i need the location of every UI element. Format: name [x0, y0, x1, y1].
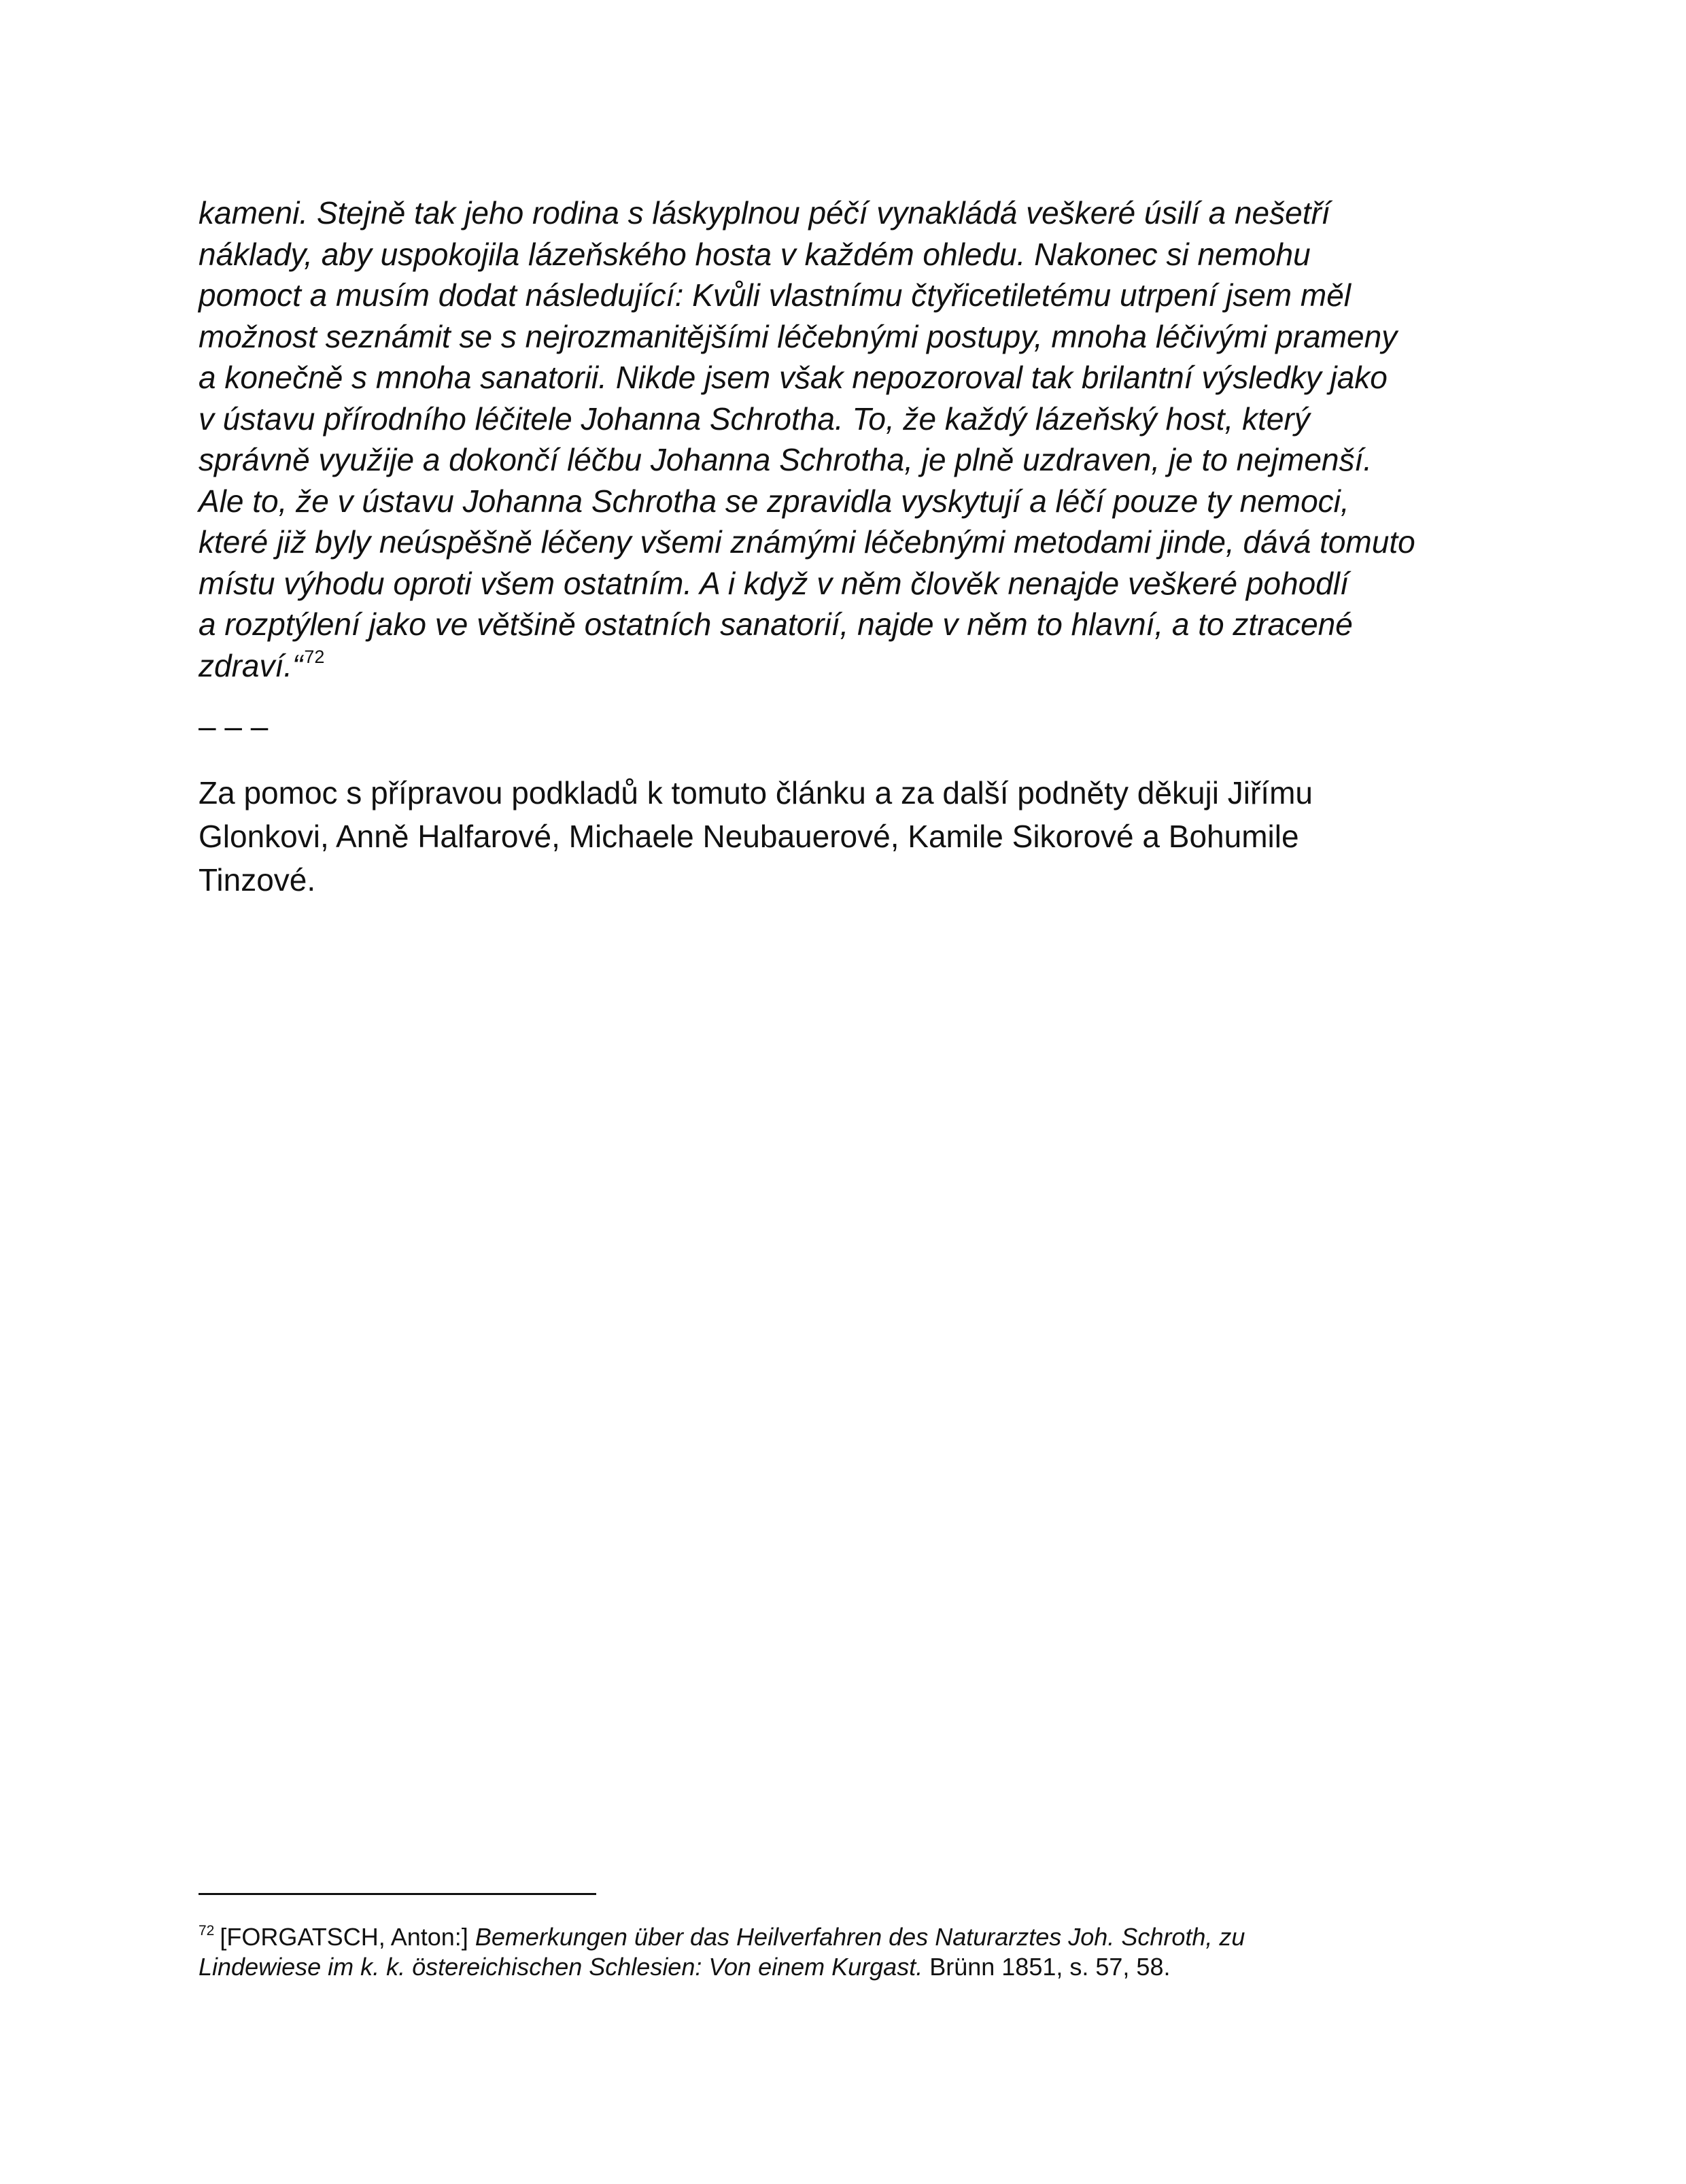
footnote-line: [199, 1922, 1531, 1952]
footnote-author: [FORGATSCH, Anton:]: [220, 1923, 468, 1951]
quote-line: pomoct a musím dodat následující: Kvůli vlastnímu čtyřicetiletému utrpení jsem měl: [199, 277, 1352, 313]
footnote-publication: Brünn 1851, s. 57, 58.: [929, 1953, 1171, 1981]
footnote-72: [199, 1922, 1531, 1982]
quote-block: [199, 192, 1531, 686]
acknowledgment-line: Za pomoc s přípravou podkladů k tomuto článku a za další podněty děkuji Jiřímu: [199, 775, 1313, 811]
footnote-number: 72: [199, 1923, 215, 1939]
quote-line: Ale to, že v ústavu Johanna Schrotha se zpravidla vyskytují a léčí pouze ty nemoci,: [199, 483, 1349, 519]
quote-line: kameni. Stejně tak jeho rodina s láskyplnou péčí vynakládá veškeré úsilí a nešetří: [199, 195, 1330, 231]
footnote-reference-72[interactable]: 72: [304, 646, 325, 667]
quote-line: možnost seznámit se s nejrozmanitějšími léčebnými postupy, mnoha léčivými prameny: [199, 318, 1398, 354]
acknowledgment-line: Glonkovi, Anně Halfarové, Michaele Neubauerové, Kamile Sikorové a Bohumile: [199, 819, 1299, 854]
quote-line: a rozptýlení jako ve většině ostatních sanatorií, najde v něm to hlavní, a to ztracené: [199, 607, 1353, 642]
footnote-line: [199, 1952, 1531, 1982]
quote-line: správně využije a dokončí léčbu Johanna Schrotha, je plně uzdraven, je to nejmenší.: [199, 442, 1373, 477]
section-divider: – – –: [199, 709, 269, 744]
quote-line: a konečně s mnoha sanatorii. Nikde jsem však nepozoroval tak brilantní výsledky jako: [199, 360, 1388, 395]
quote-line: v ústavu přírodního léčitele Johanna Schrotha. To, že každý lázeňský host, který: [199, 400, 1310, 437]
acknowledgment-line: Tinzové.: [199, 862, 316, 898]
quote-last-line: [199, 645, 1531, 687]
quote-line: které již byly neúspěšně léčeny všemi známými léčebnými metodami jinde, dává tomuto: [199, 524, 1415, 560]
footnote-separator-rule: [199, 1893, 596, 1895]
footnote-title-line1: Bemerkungen über das Heilverfahren des Naturarztes Joh. Schroth, zu: [475, 1923, 1245, 1951]
acknowledgment-paragraph: [199, 771, 1531, 902]
footnote-title-line2: Lindewiese im k. k. östereichischen Schlesien: Von einem Kurgast.: [199, 1953, 923, 1981]
quote-line: náklady, aby uspokojila lázeňského hosta v každém ohledu. Nakonec si nemohu: [199, 236, 1311, 272]
quote-last-line-text: zdraví.“: [199, 647, 303, 683]
quote-line: místu výhodu oproti všem ostatním. A i když v něm člověk nenajde veškeré pohodlí: [199, 565, 1349, 601]
